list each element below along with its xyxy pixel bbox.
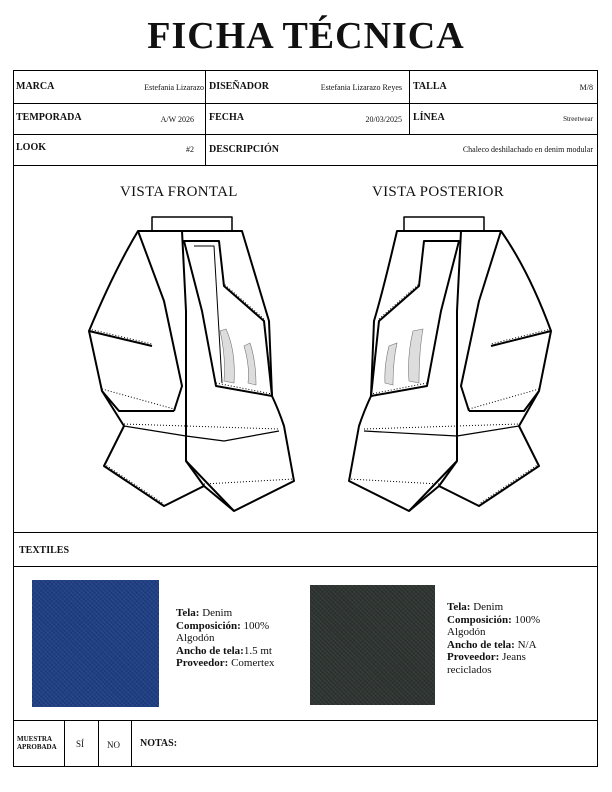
temporada-label: TEMPORADA [16,112,82,123]
composicion-value-2: Algodón [176,632,215,644]
fecha-value: 20/03/2025 [365,115,402,124]
si-label: SÍ [76,739,85,749]
notas-label: NOTAS: [140,738,178,749]
fabric-info-2 [447,601,540,676]
front-view-title: VISTA FRONTAL [120,184,238,200]
composicion-value: 100% [243,619,270,632]
si-checkbox[interactable] [65,721,98,766]
ancho-value-2: N/A [517,638,537,651]
tela-value: Denim [202,607,233,619]
look-value: #2 [186,145,194,154]
look-label: LOOK [16,142,47,153]
fabrics-section [14,567,597,721]
proveedor-value: Comertex [231,657,275,669]
info-row-2 [14,104,597,135]
back-view-drawing [329,211,569,526]
disenador-label: DISEÑADOR [209,81,270,92]
ancho-label: Ancho de tela: [176,644,244,657]
fabric-swatch-1 [32,580,159,707]
composicion-extra-2: Algodón [447,626,486,638]
descripcion-label: DESCRIPCIÓN [209,144,280,155]
notas-field[interactable] [189,726,589,761]
tela-label-2: Tela: [447,601,471,613]
no-label: NO [107,740,120,750]
composicion-label: Composición: [176,619,241,632]
linea-value: Streetwear [563,115,593,123]
composicion-value-2b: 100% [514,613,541,626]
talla-label: TALLA [413,81,447,92]
proveedor-label: Proveedor: [176,657,229,669]
marca-label: MARCA [16,81,55,92]
info-row-3 [14,135,597,166]
textiles-label: TEXTILES [19,545,70,556]
temporada-value: A/W 2026 [160,115,194,124]
composicion-label-2: Composición: [447,613,512,626]
info-row-1 [14,71,597,104]
disenador-value: Estefania Lizarazo Reyes [320,83,402,92]
page-title: FICHA TÉCNICA [147,15,465,57]
ancho-label-2: Ancho de tela: [447,638,515,651]
proveedor-extra-2: reciclados [447,663,492,676]
tela-label: Tela: [176,607,200,619]
textiles-header [14,533,597,567]
fabric-swatch-2 [310,585,435,705]
linea-label: LÍNEA [413,112,445,123]
spec-sheet-frame [13,70,598,767]
descripcion-value: Chaleco deshilachado en denim modular [462,145,593,154]
fabric-info-1 [176,607,274,670]
approval-footer [14,721,597,766]
talla-value: M/8 [579,83,593,92]
tela-value-2: Denim [473,601,504,613]
back-view-title: VISTA POSTERIOR [372,184,505,200]
proveedor-value-2: Jeans [502,651,526,663]
front-view-drawing [74,211,314,526]
views-section [14,166,597,533]
marca-value: Estefania Lizarazo [144,83,204,92]
fecha-label: FECHA [209,112,244,123]
muestra-aprobada-label: MUESTRA APROBADA [17,735,57,751]
no-checkbox[interactable] [99,721,131,766]
ancho-value: 1.5 mt [243,644,272,657]
proveedor-label-2: Proveedor: [447,651,500,663]
